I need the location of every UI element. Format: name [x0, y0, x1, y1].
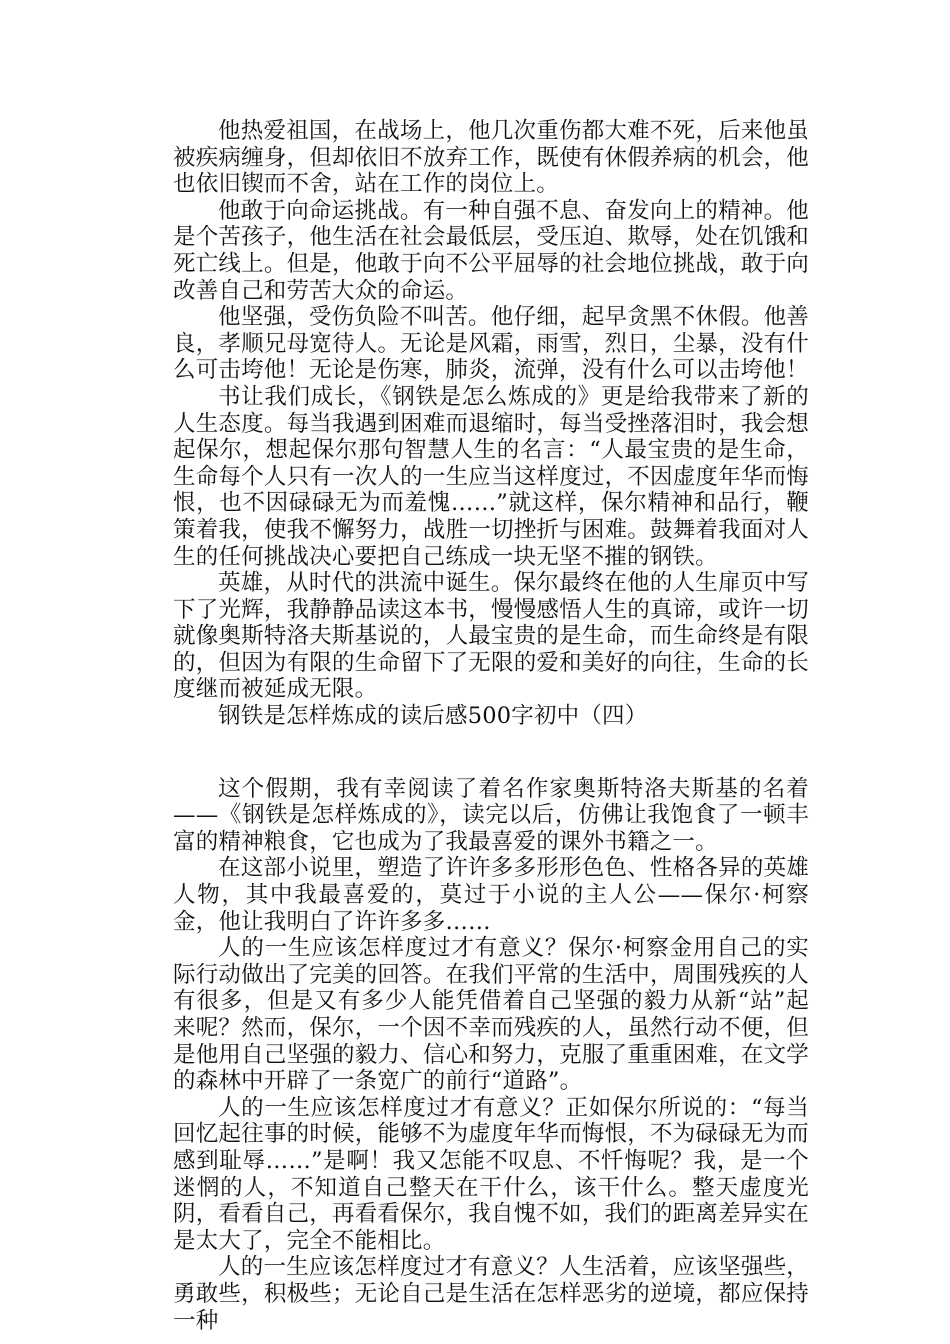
paragraph: 他敢于向命运挑战。有一种自强不息、奋发向上的精神。他是个苦孩子，他生活在社会最低层，受压迫、欺辱，处在饥饿和死亡线上。但是，他敢于向不公平屈辱的社会地位挑战，敢于向改善自己和劳苦大众的命运。	[173, 197, 809, 304]
document-body	[173, 118, 809, 1334]
paragraph: 人的一生应该怎样度过才有意义？人生活着，应该坚强些，勇敢些，积极些；无论自己是生活在怎样恶劣的逆境，都应保持一种	[173, 1254, 809, 1334]
paragraph: 他坚强，受伤负险不叫苦。他仔细，起早贪黑不休假。他善良，孝顺兄母宽待人。无论是风霜，雨雪，烈日，尘暴，没有什么可击垮他！无论是伤寒，肺炎，流弹，没有什么可以击垮他！	[173, 304, 809, 384]
paragraph: 英雄，从时代的洪流中诞生。保尔最终在他的人生扉页中写下了光辉，我静静品读这本书，慢慢感悟人生的真谛，或许一切就像奥斯特洛夫斯基说的，人最宝贵的是生命，而生命终是有限的，但因为有限的生命留下了无限的爱和美好的向往，生命的长度继而被延成无限。	[173, 570, 809, 703]
paragraph: 人的一生应该怎样度过才有意义？正如保尔所说的：“每当回忆起往事的时候，能够不为虚度年华而悔恨，不为碌碌无为而感到耻辱……”是啊！我又怎能不叹息、不忏悔呢？我，是一个迷惘的人，不知道自己整天在干什么，该干什么。整天虚度光阴，看看自己，再看看保尔，我自愧不如，我们的距离差异实在是太大了，完全不能相比。	[173, 1094, 809, 1254]
section-gap	[173, 730, 809, 776]
paragraph: 这个假期，我有幸阅读了着名作家奥斯特洛夫斯基的名着——《钢铁是怎样炼成的》，读完以后，仿佛让我饱食了一顿丰富的精神粮食，它也成为了我最喜爱的课外书籍之一。	[173, 775, 809, 855]
section-title: 钢铁是怎样炼成的读后感500字初中（四）	[218, 703, 648, 730]
paragraph: 书让我们成长，《钢铁是怎么炼成的》更是给我带来了新的人生态度。每当我遇到困难而退缩时，每当受挫落泪时，我会想起保尔，想起保尔那句智慧人生的名言：“人最宝贵的是生命，生命每个人只有一次人的一生应当这样度过，不因虚度年华而悔恨，也不因碌碌无为而羞愧……”就这样，保尔精神和品行，鞭策着我，使我不懈努力，战胜一切挫折与困难。鼓舞着我面对人生的任何挑战决心要把自己练成一块无坚不摧的钢铁。	[173, 383, 809, 570]
paragraph: 他热爱祖国，在战场上，他几次重伤都大难不死，后来他虽被疾病缠身，但却依旧不放弃工作，既使有休假养病的机会，他也依旧锲而不舍，站在工作的岗位上。	[173, 118, 809, 198]
paragraph: 人的一生应该怎样度过才有意义？保尔·柯察金用自己的实际行动做出了完美的回答。在我们平常的生活中，周围残疾的人有很多，但是又有多少人能凭借着自己坚强的毅力从新“站”起来呢？然而，保尔，一个因不幸而残疾的人，虽然行动不便，但是他用自己坚强的毅力、信心和努力，克服了重重困难，在文学的森林中开辟了一条宽广的前行“道路”。	[173, 935, 809, 1095]
paragraph: 在这部小说里，塑造了许许多多形形色色、性格各异的英雄人物，其中我最喜爱的，莫过于小说的主人公——保尔·柯察金，他让我明白了许许多多……	[173, 855, 809, 935]
